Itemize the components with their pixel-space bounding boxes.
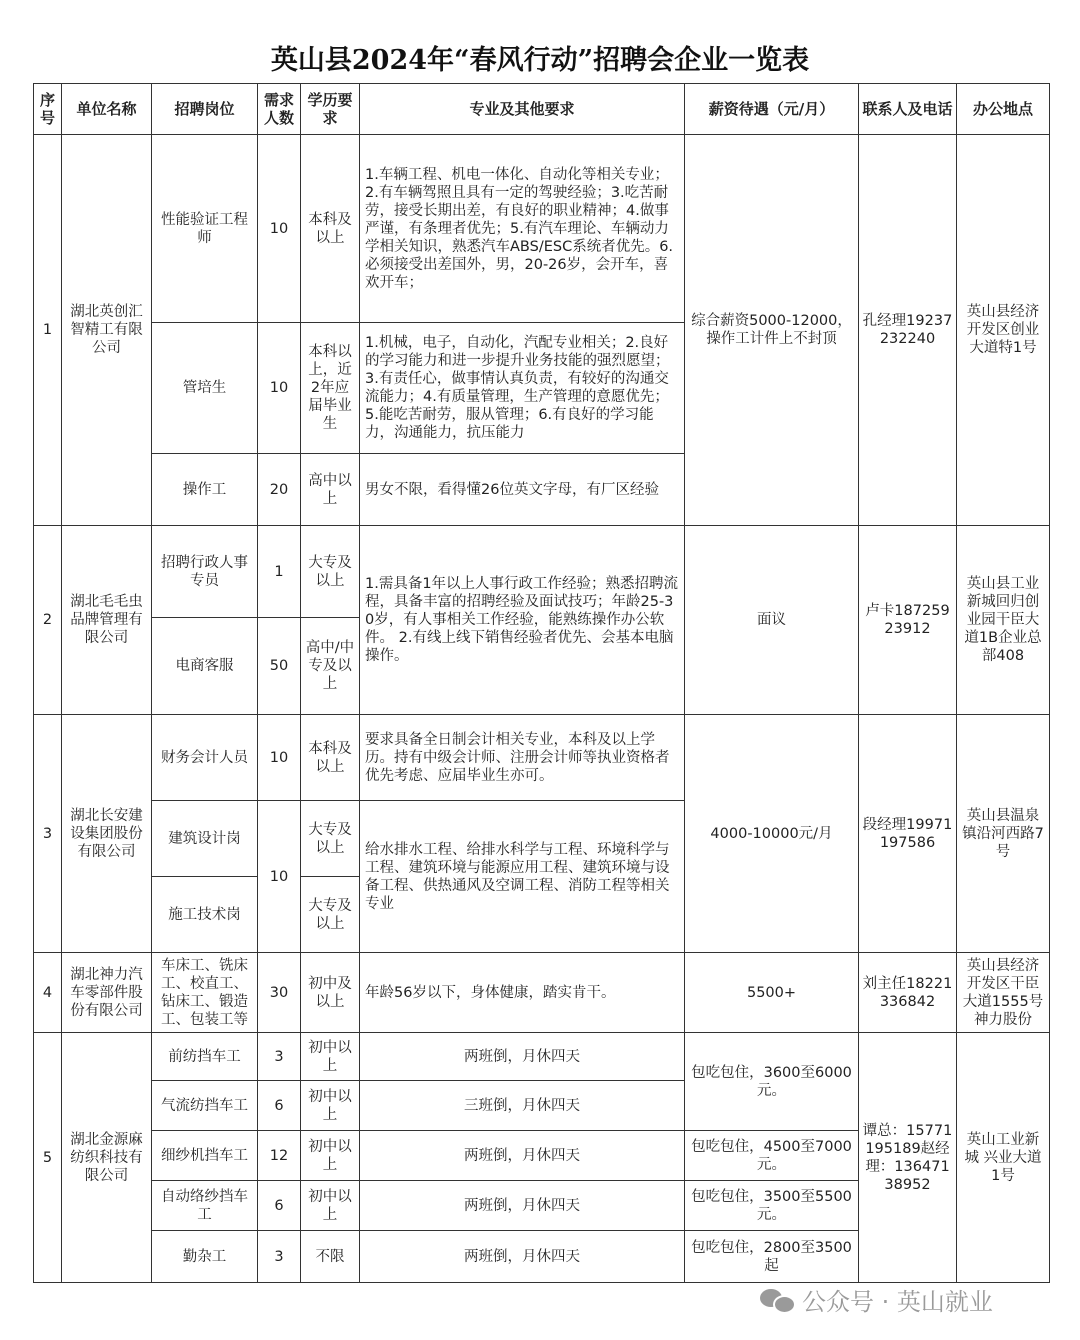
company-seq: 5 (34, 1033, 62, 1283)
header-address: 办公地点 (957, 84, 1050, 135)
page-title: 英山县2024年“春风行动”招聘会企业一览表 (270, 45, 810, 76)
position-education: 本科及以上 (301, 715, 360, 801)
company-address: 英山县经济开发区干臣大道1555号神力股份 (957, 953, 1050, 1033)
position-education: 不限 (301, 1231, 360, 1283)
position-title: 前纺挡车工 (152, 1033, 258, 1081)
recruitment-table (33, 83, 1050, 1283)
watermark (760, 1282, 993, 1317)
position-salary: 包吃包住，3600至6000元。 (685, 1033, 859, 1131)
position-count: 20 (258, 454, 301, 526)
wechat-icon (760, 1287, 794, 1313)
position-requirement: 1.机械，电子，自动化，汽配专业相关；2.良好的学习能力和进一步提升业务技能的强烈愿望；3.有责任心，做事情认真负责，有较好的沟通交流能力；4.有质量管理，生产管理的意愿优先；5.能吃苦耐劳，服从管理；6.有良好的学习能力，沟通能力，抗压能力 (360, 323, 685, 454)
company-address: 英山县经济开发区创业大道特1号 (957, 135, 1050, 526)
company-name: 湖北金源麻纺织科技有限公司 (62, 1033, 152, 1283)
position-salary: 包吃包住，2800至3500起 (685, 1231, 859, 1283)
header-requirements: 专业及其他要求 (360, 84, 685, 135)
position-title: 勤杂工 (152, 1231, 258, 1283)
header-position: 招聘岗位 (152, 84, 258, 135)
position-title: 电商客服 (152, 618, 258, 715)
position-count: 6 (258, 1181, 301, 1231)
table-row (34, 953, 1050, 1033)
company-requirement: 1.需具备1年以上人事行政工作经验；熟悉招聘流程，具备丰富的招聘经验及面试技巧；年龄25-30岁，有人事相关工作经验，能熟练操作办公软件。 2.有线上线下销售经验者优先、会基本电脑操作。 (360, 526, 685, 715)
position-education: 大专及以上 (301, 801, 360, 877)
position-salary: 包吃包住，4500至7000元。 (685, 1131, 859, 1181)
position-requirement: 给水排水工程、给排水科学与工程、环境科学与工程、建筑环境与能源应用工程、建筑环境与设备工程、供热通风及空调工程、消防工程等相关专业 (360, 801, 685, 953)
company-seq: 4 (34, 953, 62, 1033)
position-title: 自动络纱挡车工 (152, 1181, 258, 1231)
position-requirement: 两班倒，月休四天 (360, 1181, 685, 1231)
header-seq: 序号 (34, 84, 62, 135)
company-name: 湖北英创汇智精工有限公司 (62, 135, 152, 526)
position-requirement: 两班倒，月休四天 (360, 1131, 685, 1181)
company-salary: 5500+ (685, 953, 859, 1033)
position-count: 10 (258, 715, 301, 801)
position-count: 10 (258, 135, 301, 323)
position-requirement: 年龄56岁以下，身体健康，踏实肯干。 (360, 953, 685, 1033)
position-title: 性能验证工程师 (152, 135, 258, 323)
position-title: 气流纺挡车工 (152, 1081, 258, 1131)
position-title: 施工技术岗 (152, 877, 258, 953)
company-seq: 1 (34, 135, 62, 526)
watermark-text: 公众号 · 英山就业 (802, 1288, 993, 1316)
position-count: 3 (258, 1231, 301, 1283)
position-title: 操作工 (152, 454, 258, 526)
company-seq: 2 (34, 526, 62, 715)
company-contact: 谭总：15771195189赵经理：13647138952 (859, 1033, 957, 1283)
company-contact: 段经理19971197586 (859, 715, 957, 953)
position-education: 本科及以上 (301, 135, 360, 323)
header-count: 需求人数 (258, 84, 301, 135)
company-name: 湖北毛毛虫品牌管理有限公司 (62, 526, 152, 715)
company-seq: 3 (34, 715, 62, 953)
position-title: 管培生 (152, 323, 258, 454)
position-requirement: 两班倒，月休四天 (360, 1231, 685, 1283)
position-title: 财务会计人员 (152, 715, 258, 801)
company-name: 湖北神力汽车零部件股份有限公司 (62, 953, 152, 1033)
position-count: 30 (258, 953, 301, 1033)
position-education: 大专及以上 (301, 877, 360, 953)
position-count: 1 (258, 526, 301, 618)
position-count: 10 (258, 323, 301, 454)
position-education: 初中以上 (301, 1131, 360, 1181)
position-salary: 包吃包住，3500至5500元。 (685, 1181, 859, 1231)
position-title: 招聘行政人事专员 (152, 526, 258, 618)
position-education: 高中/中专及以上 (301, 618, 360, 715)
company-contact: 卢卡18725923912 (859, 526, 957, 715)
position-requirement: 两班倒，月休四天 (360, 1033, 685, 1081)
position-requirement: 要求具备全日制会计相关专业，本科及以上学历。持有中级会计师、注册会计师等执业资格者优先考虑、应届毕业生亦可。 (360, 715, 685, 801)
header-company: 单位名称 (62, 84, 152, 135)
position-requirement: 1.车辆工程、机电一体化、自动化等相关专业；2.有车辆驾照且具有一定的驾驶经验；3.吃苦耐劳，接受长期出差，有良好的职业精神；4.做事严谨，有条理者优先；5.有汽车理论、车辆动力学相关知识，熟悉汽车ABS/ESC系统者优先。6.必须接受出差国外，男，20-26岁，会开车，喜欢开车； (360, 135, 685, 323)
header-education: 学历要求 (301, 84, 360, 135)
company-salary: 面议 (685, 526, 859, 715)
position-requirement: 三班倒，月休四天 (360, 1081, 685, 1131)
company-contact: 孔经理19237232240 (859, 135, 957, 526)
position-count: 10 (258, 801, 301, 953)
position-education: 初中及以上 (301, 953, 360, 1033)
position-education: 初中以上 (301, 1081, 360, 1131)
position-count: 50 (258, 618, 301, 715)
position-title: 车床工、铣床工、校直工、钻床工、锻造工、包装工等 (152, 953, 258, 1033)
position-education: 初中以上 (301, 1181, 360, 1231)
position-count: 12 (258, 1131, 301, 1181)
position-count: 6 (258, 1081, 301, 1131)
company-salary: 综合薪资5000-12000，操作工计件上不封顶 (685, 135, 859, 526)
header-contact: 联系人及电话 (859, 84, 957, 135)
position-count: 3 (258, 1033, 301, 1081)
position-requirement: 男女不限，看得懂26位英文字母，有厂区经验 (360, 454, 685, 526)
position-education: 高中以上 (301, 454, 360, 526)
header-salary: 薪资待遇（元/月） (685, 84, 859, 135)
position-title: 细纱机挡车工 (152, 1131, 258, 1181)
position-education: 大专及以上 (301, 526, 360, 618)
company-address: 英山县温泉镇沿河西路7号 (957, 715, 1050, 953)
header-row (34, 84, 1050, 135)
company-address: 英山工业新城 兴业大道1号 (957, 1033, 1050, 1283)
position-education: 本科以上，近2年应届毕业生 (301, 323, 360, 454)
table-row (34, 715, 1050, 801)
company-contact: 刘主任18221336842 (859, 953, 957, 1033)
table-row (34, 526, 1050, 618)
position-title: 建筑设计岗 (152, 801, 258, 877)
company-address: 英山县工业新城回归创业园干臣大道1B企业总部408 (957, 526, 1050, 715)
table-row (34, 135, 1050, 323)
position-education: 初中以上 (301, 1033, 360, 1081)
company-salary: 4000-10000元/月 (685, 715, 859, 953)
company-name: 湖北长安建设集团股份有限公司 (62, 715, 152, 953)
table-row (34, 1033, 1050, 1081)
